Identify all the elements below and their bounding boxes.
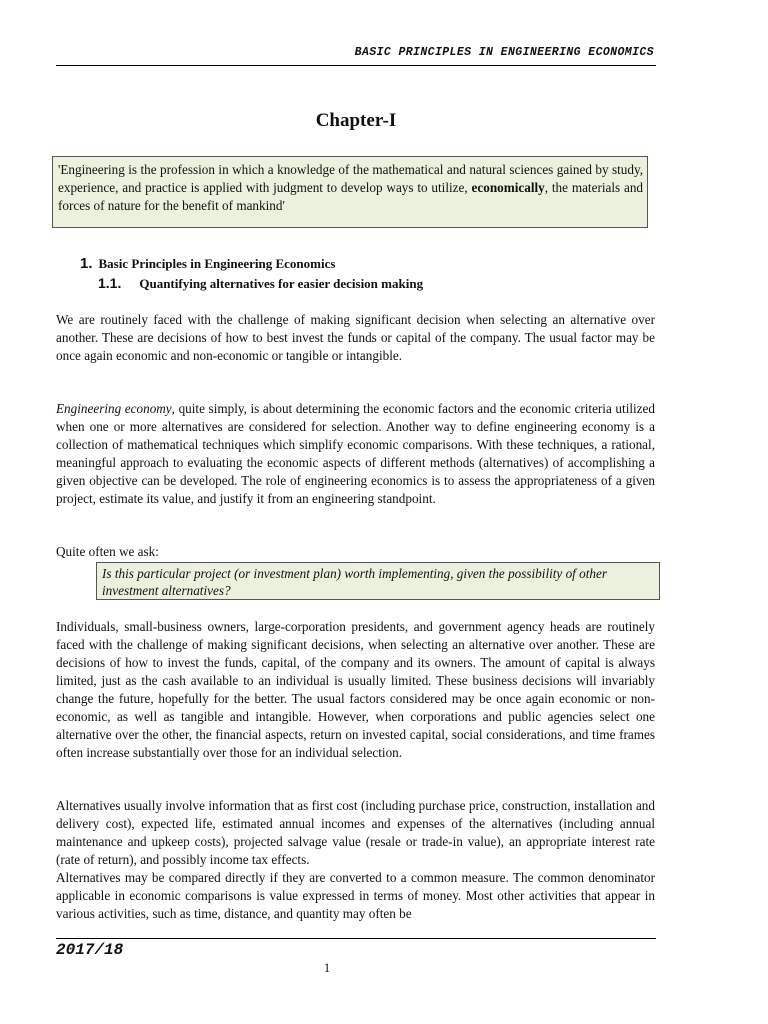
quote-text-start: 'Engineering is the profession in which a knowledge of the mathematical and natural sciences gained by study, experience, and practice is applied with judgment to develop ways to utilize, [58, 162, 643, 195]
section-heading [80, 255, 335, 272]
paragraph-decision-makers: Individuals, small-business owners, large-corporation presidents, and government agency heads are routinely faced with the challenge of making significant decisions, when selecting an alternative over another. These are decisions of how to invest the funds, capital, of the company and its owners. The amount of capital is always limited, just as the cash available to an individual is usually limited. These business decisions will invariably change the future, hopefully for the better. The usual factors considered may be once again economic or non-economic, as well as tangible and intangible. However, when corporations and public agencies select one alternative over the other, the financial aspects, return on invested capital, social considerations, and time frames often increase substantially over those for an individual selection. [56, 619, 655, 760]
section-title: Basic Principles in Engineering Economics [98, 256, 336, 271]
header-rule [56, 65, 656, 66]
quote-text-end: , the materials and forces of nature for the benefit of mankind' [58, 180, 644, 213]
subsection-heading [98, 275, 423, 292]
quote-emphasis: economically [471, 180, 545, 195]
paragraph-intro: We are routinely faced with the challenge of making significant decision when selecting an alternative over another. These are decisions of how to best invest the funds or capital of the company. The usual factor may be once again economic and non-economic or tangible or intangible. [56, 312, 655, 363]
paragraph-engineering-economy [56, 400, 655, 508]
subsection-number: 1.1. [98, 275, 122, 291]
page-number: 1 [323, 960, 331, 975]
paragraph-common-measure: Alternatives may be compared directly if they are converted to a common measure. The common denominator applicable in economic comparisons is value expressed in terms of money. Most other activities that appear in various activities, such as time, distance, and quantity may often be [56, 870, 655, 921]
chapter-title: Chapter-I [315, 110, 397, 131]
subsection-title: Quantifying alternatives for easier decision making [139, 276, 424, 291]
paragraph-engineering-economy-text: , quite simply, is about determining the economic factors and the economic criteria utilized when one or more alternatives are considered for selection. Another way to define engineering economy is a collection of mathematical techniques which simplify economic comparisons. With these techniques, a rational, meaningful approach to evaluating the economic aspects of different methods (alternatives) of accomplishing a given objective can be developed. The role of engineering economics is to assess the appropriateness of a given project, estimate its value, and justify it from an engineering standpoint. [56, 401, 655, 506]
paragraph-alternatives-info: Alternatives usually involve information that as first cost (including purchase price, construction, installation and delivery cost), expected life, estimated annual incomes and expenses of the alternatives (including annual maintenance and upkeep costs), projected salvage value (resale or trade-in value), an appropriate interest rate (rate of return), and possibly income tax effects. [56, 798, 655, 867]
term-engineering-economy: Engineering economy [56, 401, 172, 416]
footer-year: 2017/18 [56, 941, 124, 959]
footer-rule [56, 938, 656, 939]
section-number: 1. [80, 255, 93, 272]
running-header: BASIC PRINCIPLES IN ENGINEERING ECONOMICS [354, 46, 654, 59]
question-box: Is this particular project (or investment plan) worth implementing, given the possibility of other investment alternatives? [96, 562, 660, 600]
definition-quote-box [52, 156, 648, 228]
paragraph-question-lead: Quite often we ask: [56, 544, 159, 559]
